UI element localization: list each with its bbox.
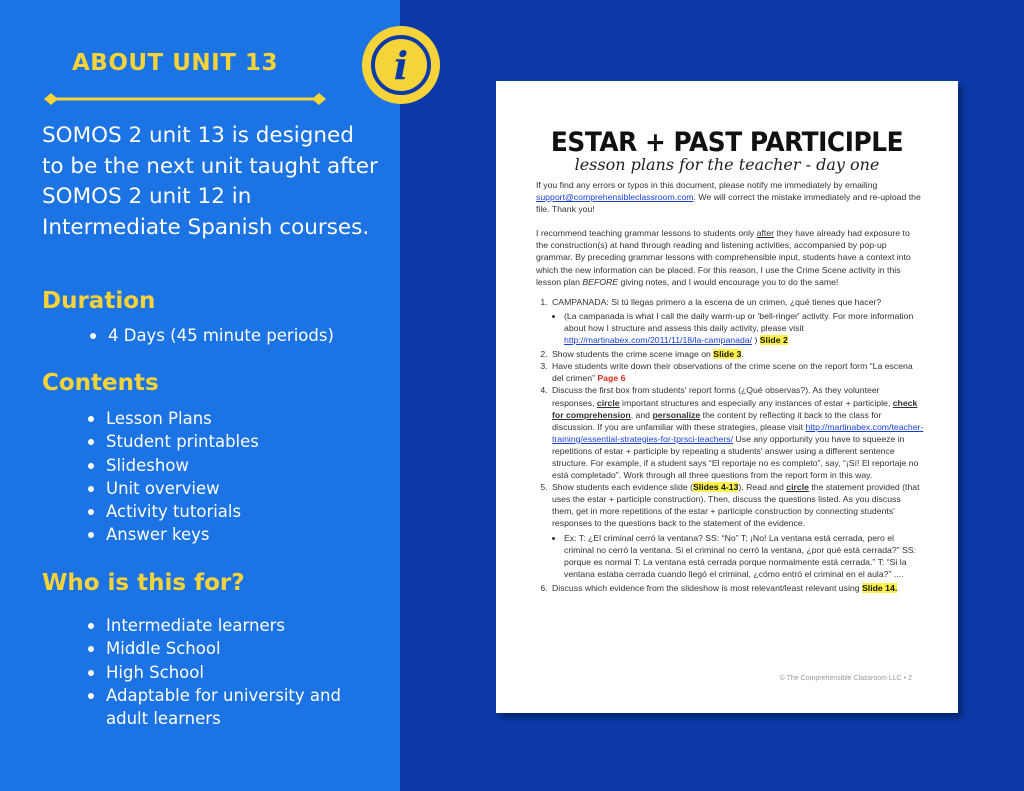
who-title: Who is this for? (42, 570, 245, 596)
page-ref: Page 6 (597, 373, 626, 384)
text: Discuss the first box from students' report forms (¿Qué observas?). As they volunteer responses, (552, 385, 880, 408)
step-5-sub (564, 532, 924, 580)
strategies-link[interactable]: http://martinabex.com/teacher-training/essential-strategies-for-tprsci-teachers/ (552, 421, 924, 444)
slide-ref: Slide 14. (862, 582, 898, 593)
intro-paragraph (536, 179, 924, 215)
emphasis-check: check for comprehension (552, 397, 918, 420)
slide-ref: Slides 4-13 (693, 482, 739, 493)
text: Show students each evidence slide ( (552, 482, 694, 493)
step-1 (550, 296, 924, 346)
info-glyph: i (393, 43, 409, 88)
duration-list (88, 324, 334, 347)
emphasis-personalize: personalize (652, 409, 701, 420)
emphasis-circle: circle (786, 482, 809, 493)
step-5 (550, 481, 924, 580)
campanada-link[interactable]: http://martinabex.com/2011/11/18/la-campanada/ (564, 335, 753, 346)
text: If you find any errors or typos in this document, please notify me immediately by emailing (536, 180, 878, 190)
text: , and (630, 409, 653, 420)
contents-list (86, 407, 259, 547)
contents-title: Contents (42, 370, 159, 396)
duration-title: Duration (42, 288, 156, 314)
left-panel (0, 0, 400, 791)
document-page (496, 81, 958, 713)
step-1-note (564, 310, 924, 346)
support-email-link[interactable]: support@comprehensibleclassroom.com (536, 192, 694, 203)
text: important structures and especially any instances of estar + participle, (619, 397, 893, 408)
text: . We will correct the mistake immediately and re-upload the file. Thank you! (536, 192, 921, 215)
slide-ref: Slide 2 (759, 335, 788, 346)
text: CAMPANADA: Si tú llegas primero a la escena de un crimen, ¿qué tienes que hacer? (552, 296, 882, 307)
emphasis-before: BEFORE (582, 276, 619, 287)
text: Discuss which evidence from the slideshow is most relevant/least relevant using (552, 582, 862, 593)
document-body (536, 179, 924, 594)
who-item-high-school: High School (86, 661, 376, 684)
text: they have already had exposure to the construction(s) at hand through reading and listening activities, accompanied by pop-up grammar. By preceding grammar lessons with comprehensible input, students have a context into which the new information can be placed. For this reason, I use the Crime Scene activity in this lesson plan (536, 228, 911, 287)
step-4 (550, 384, 924, 481)
contents-item-lesson-plans: Lesson Plans (86, 407, 259, 430)
contents-item-slideshow: Slideshow (86, 454, 259, 477)
text: ) (752, 335, 760, 346)
step-3 (550, 360, 924, 384)
step-6 (550, 582, 924, 594)
text: giving notes, and I would encourage you to do the same! (618, 276, 839, 287)
recommendation-paragraph (536, 227, 924, 287)
emphasis-circle: circle (596, 397, 620, 408)
who-item-intermediate: Intermediate learners (86, 614, 376, 637)
text: (La campanada is what I call the daily warm-up or 'bell-ringer' activity. For more information about how I structure and assess this daily activity, please visit (564, 310, 914, 333)
steps-list (550, 296, 924, 594)
divider-line (44, 93, 326, 105)
document-title: ESTAR + PAST PARTICIPLE (550, 127, 904, 158)
duration-item: 4 Days (45 minute periods) (88, 324, 334, 347)
text: the statement provided (that uses the estar + participle construction). Then, discuss the questions listed. As you discuss them, get in more repetitions of the estar + participle construction by connecting students' responses to the questions back to the statement of the evidence. (552, 482, 920, 529)
text: Show students the crime scene image on (552, 349, 714, 360)
step-1-sub (564, 310, 924, 346)
contents-item-activity-tutorials: Activity tutorials (86, 500, 259, 523)
text: the content by reflecting it back to the class for discussion. If you are unfamiliar with these strategies, please visit (552, 409, 882, 432)
info-icon (361, 25, 441, 105)
who-item-middle-school: Middle School (86, 637, 376, 660)
who-list (86, 614, 376, 730)
contents-item-unit-overview: Unit overview (86, 477, 259, 500)
document-subtitle: lesson plans for the teacher - day one (574, 155, 880, 174)
contents-item-student-printables: Student printables (86, 430, 259, 453)
slide-ref: Slide 3 (713, 349, 742, 360)
step-5-example: • Ex: T: ¿El criminal cerró la ventana? SS: “No” T: ¡No! La ventana está cerrada, pero el criminal no cerró la ventana. Si el criminal no cerró la ventana, ¿por qué está cerrada?” SS: porque es normal T: La ventana está cerrada porque normalmente está cerrada.” T: “Si la ventana estaba cerrada cuando llegó el criminal, ¿cómo entró el criminal en el aula?” .... (564, 532, 924, 580)
text: Have students write down their observations of the crime scene on the report form “La escena del crimen” (552, 361, 913, 384)
text: . (741, 349, 744, 360)
document-footer: © The Comprehensible Classroom LLC • 2 (779, 675, 912, 682)
contents-item-answer-keys: Answer keys (86, 523, 259, 546)
text: Use any opportunity you have to squeeze in repetitions of estar + participle by repeating a students' answer using a different sentence structure. For example, if a student says “El reportaje no es completo”, say, “¡Sí! El reportaje no está completado”. Work through all three questions from the report form in this way. (552, 433, 919, 481)
step-2 (550, 348, 924, 360)
about-title: ABOUT UNIT 13 (72, 50, 278, 76)
emphasis-after: after (756, 228, 775, 239)
intro-text: SOMOS 2 unit 13 is designed to be the next unit taught after SOMOS 2 unit 12 in Intermediate Spanish courses. (42, 123, 378, 240)
text: ). Read and (738, 482, 787, 493)
text: I recommend teaching grammar lessons to students only (536, 228, 757, 239)
who-item-university: Adaptable for university and adult learners (86, 684, 376, 731)
